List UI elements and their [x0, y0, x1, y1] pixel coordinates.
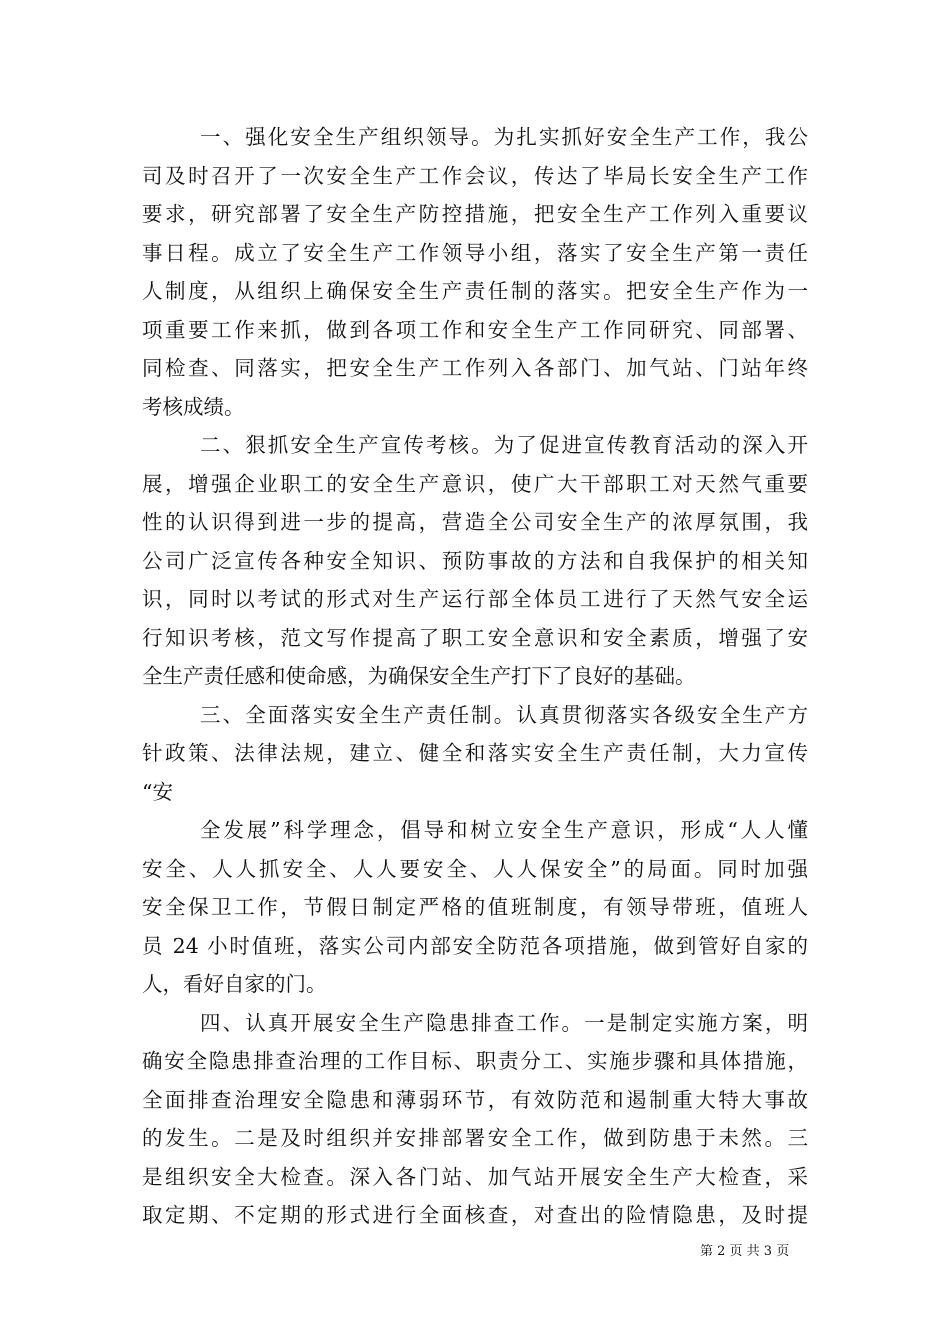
text-line-6: 项重要工作来抓，做到各项工作和安全生产工作同研究、同部署、 — [142, 317, 808, 342]
text-line-20: 安全、人人抓安全、人人要安全、人人保安全”的局面。同时加强 — [142, 856, 808, 881]
text-line-12: 公司广泛宣传各种安全知识、预防事故的方法和自我保护的相关知 — [142, 548, 808, 573]
text-line-26: 全面排查治理安全隐患和薄弱环节，有效防范和遏制重大特大事故 — [142, 1087, 808, 1112]
text-line-4: 事日程。成立了安全生产工作领导小组，落实了安全生产第一责任 — [142, 240, 808, 265]
text-line-28: 是组织安全大检查。深入各门站、加气站开展安全生产大检查，采 — [142, 1164, 808, 1189]
text-line-5: 人制度，从组织上确保安全生产责任制的落实。把安全生产作为一 — [142, 279, 808, 303]
text-line-17: 针政策、法律法规，建立、健全和落实安全生产责任制，大力宣传 — [142, 741, 808, 765]
text-line-29: 取定期、不定期的形式进行全面核查，对查出的险情隐患，及时提 — [142, 1203, 808, 1227]
text-line-7: 同检查、同落实，把安全生产工作列入各部门、加气站、门站年终 — [142, 356, 808, 380]
text-line-27: 的发生。二是及时组织并安排部署安全工作，做到防患于未然。三 — [142, 1126, 808, 1150]
text-line-10: 展，增强企业职工的安全生产意识，使广大干部职工对天然气重要 — [142, 471, 808, 496]
text-line-16: 三、全面落实安全生产责任制。认真贯彻落实各级安全生产方 — [200, 702, 808, 727]
text-line-21: 安全保卫工作，节假日制定严格的值班制度，有领导带班，值班人 — [142, 895, 808, 919]
text-line-25: 确安全隐患排查治理的工作目标、职责分工、实施步骤和具体措施， — [142, 1049, 808, 1073]
text-line-14: 行知识考核，范文写作提高了职工安全意识和安全素质，增强了安 — [142, 625, 808, 650]
text-line-1: 一、强化安全生产组织领导。为扎实抓好安全生产工作，我公 — [200, 125, 808, 149]
text-line-9: 二、狠抓安全生产宣传考核。为了促进宣传教育活动的深入开 — [200, 433, 808, 457]
text-line-24: 四、认真开展安全生产隐患排查工作。一是制定实施方案，明 — [200, 1010, 808, 1035]
text-line-23: 人，看好自家的门。 — [142, 972, 327, 996]
text-line-15: 全生产责任感和使命感，为确保安全生产打下了良好的基础。 — [142, 664, 696, 688]
document-body — [142, 118, 808, 1235]
text-line-13: 识，同时以考试的形式对生产运行部全体员工进行了天然气安全运 — [142, 587, 808, 611]
text-line-18: “安 — [142, 779, 173, 804]
text-line-2: 司及时召开了一次安全生产工作会议，传达了毕局长安全生产工作 — [142, 163, 808, 188]
text-line-11: 性的认识得到进一步的提高，营造全公司安全生产的浓厚氛围，我 — [142, 510, 808, 534]
text-line-8: 考核成绩。 — [142, 394, 245, 419]
page-number-footer: 第 2 页 共 3 页 — [700, 1244, 790, 1259]
text-line-22: 员 24 小时值班，落实公司内部安全防范各项措施，做到管好自家的 — [142, 933, 808, 958]
text-line-19: 全发展”科学理念，倡导和树立安全生产意识，形成“人人懂 — [200, 818, 808, 842]
text-line-3: 要求，研究部署了安全生产防控措施，把安全生产工作列入重要议 — [142, 202, 808, 226]
